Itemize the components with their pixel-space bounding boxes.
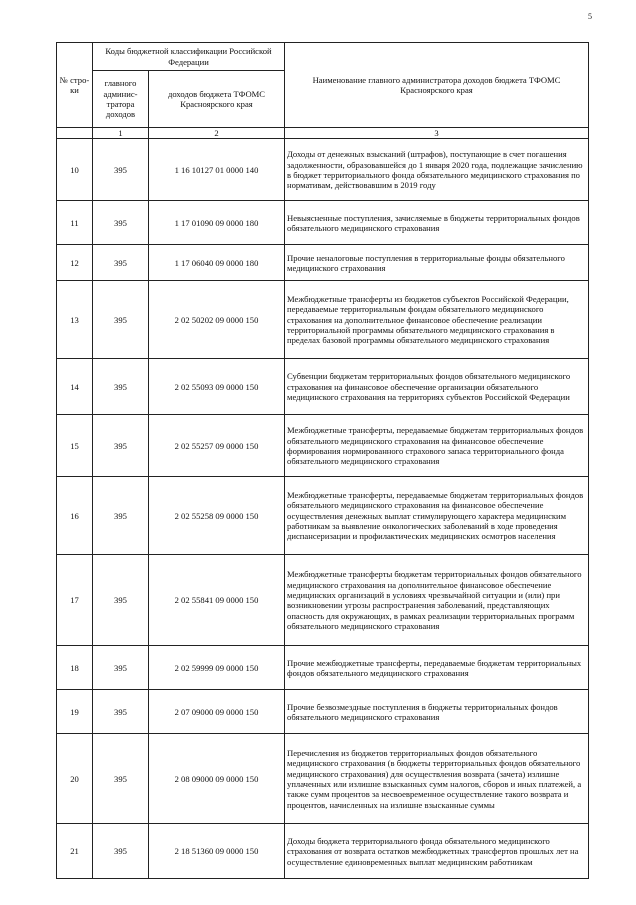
budget-code: 2 02 59999 09 0000 150 (149, 646, 285, 690)
admin-code: 395 (93, 415, 149, 477)
table-row (57, 477, 589, 555)
budget-code: 2 02 55093 09 0000 150 (149, 359, 285, 415)
budget-code: 1 17 06040 09 0000 180 (149, 245, 285, 281)
header-row-number: № стро-ки (57, 43, 93, 128)
table-row (57, 281, 589, 359)
row-description: Межбюджетные трансферты, передаваемые бюджетам территориальных фондов обязательного медицинского страхования на финансовое обеспечение формирования нормированного страхового запаса территориального фонда обязательного медицинского страхования (285, 415, 589, 477)
row-number: 17 (57, 555, 93, 646)
table-row (57, 646, 589, 690)
admin-code: 395 (93, 359, 149, 415)
row-number: 18 (57, 646, 93, 690)
header-tfoms-revenue: доходов бюджета ТФОМС Красноярского края (149, 71, 285, 128)
header-main-admin: главного админис-тратора доходов (93, 71, 149, 128)
header-budget-codes: Коды бюджетной классификации Российской Федерации (93, 43, 285, 71)
budget-code: 1 17 01090 09 0000 180 (149, 201, 285, 245)
table-row (57, 359, 589, 415)
budget-code: 2 02 55257 09 0000 150 (149, 415, 285, 477)
table-row (57, 555, 589, 646)
row-number: 21 (57, 824, 93, 879)
admin-code: 395 (93, 139, 149, 201)
row-number: 13 (57, 281, 93, 359)
table-row (57, 139, 589, 201)
row-number: 19 (57, 690, 93, 734)
row-number: 10 (57, 139, 93, 201)
row-description: Субвенции бюджетам территориальных фондов обязательного медицинского страхования на финансовое обеспечение организации обязательного медицинского страхования на территориях субъектов Российской Федерации (285, 359, 589, 415)
row-number: 14 (57, 359, 93, 415)
table-row (57, 245, 589, 281)
table-row (57, 415, 589, 477)
row-description: Прочие безвозмездные поступления в бюджеты территориальных фондов обязательного медицинского страхования (285, 690, 589, 734)
admin-code: 395 (93, 690, 149, 734)
admin-code: 395 (93, 734, 149, 824)
table-row (57, 690, 589, 734)
row-number: 20 (57, 734, 93, 824)
admin-code: 395 (93, 824, 149, 879)
row-number: 15 (57, 415, 93, 477)
table-body (57, 139, 589, 879)
row-description: Межбюджетные трансферты, передаваемые бюджетам территориальных фондов обязательного медицинского страхования на финансовое обеспечение осуществления денежных выплат стимулирующего характера медицинским работникам за выявление онкологических заболеваний в ходе проведения диспансеризации и профилактических медицинских осмотров населения (285, 477, 589, 555)
row-number: 11 (57, 201, 93, 245)
row-description: Межбюджетные трансферты бюджетам территориальных фондов обязательного медицинского страхования на дополнительное финансовое обеспечение медицинских организаций в условиях чрезвычайной ситуации и (или) при возникновении угрозы распространения заболеваний, представляющих опасность для окружающих, в рамках реализации территориальных программ обязательного медицинского страхования (285, 555, 589, 646)
row-description: Прочие межбюджетные трансферты, передаваемые бюджетам территориальных фондов обязательного медицинского страхования (285, 646, 589, 690)
row-number: 12 (57, 245, 93, 281)
row-description: Доходы от денежных взысканий (штрафов), поступающие в счет погашения задолженности, образовавшейся до 1 января 2020 года, подлежащие зачислению в бюджет территориального фонда обязательного медицинского страхования по нормативам, действовавшим в 2019 году (285, 139, 589, 201)
admin-code: 395 (93, 245, 149, 281)
row-description: Перечисления из бюджетов территориальных фондов обязательного медицинского страхования (в бюджеты территориальных фондов обязательного медицинского страхования) для осуществления возврата (зачета) излишне уплаченных или излишне взысканных сумм налогов, сборов и иных платежей, а также сумм процентов за несвоевременное осуществление такого возврата и процентов, начисленных на излишне взысканные суммы (285, 734, 589, 824)
header-name: Наименование главного администратора доходов бюджета ТФОМС Красноярского края (285, 43, 589, 128)
admin-code: 395 (93, 646, 149, 690)
budget-classification-table (56, 42, 589, 879)
column-number-2: 2 (149, 128, 285, 139)
budget-code: 2 02 50202 09 0000 150 (149, 281, 285, 359)
row-description: Невыясненные поступления, зачисляемые в бюджеты территориальных фондов обязательного медицинского страхования (285, 201, 589, 245)
table-row (57, 824, 589, 879)
admin-code: 395 (93, 281, 149, 359)
column-number-3: 3 (285, 128, 589, 139)
row-description: Межбюджетные трансферты из бюджетов субъектов Российской Федерации, передаваемые территориальным фондам обязательного медицинского страхования на дополнительное финансовое обеспечение реализации территориальной программы обязательного медицинского страхования в пределах базовой программы обязательного медицинского страхования (285, 281, 589, 359)
budget-code: 2 02 55841 09 0000 150 (149, 555, 285, 646)
budget-code: 2 02 55258 09 0000 150 (149, 477, 285, 555)
admin-code: 395 (93, 555, 149, 646)
row-description: Доходы бюджета территориального фонда обязательного медицинского страхования от возврата остатков межбюджетных трансфертов прошлых лет на осуществление единовременных выплат медицинским работникам (285, 824, 589, 879)
budget-code: 2 18 51360 09 0000 150 (149, 824, 285, 879)
row-number: 16 (57, 477, 93, 555)
page-number: 5 (588, 12, 592, 21)
column-number-1: 1 (93, 128, 149, 139)
budget-code: 2 08 09000 09 0000 150 (149, 734, 285, 824)
admin-code: 395 (93, 477, 149, 555)
admin-code: 395 (93, 201, 149, 245)
table-row (57, 734, 589, 824)
column-number-blank (57, 128, 93, 139)
table-row (57, 201, 589, 245)
budget-code: 2 07 09000 09 0000 150 (149, 690, 285, 734)
row-description: Прочие неналоговые поступления в территориальные фонды обязательного медицинского страхования (285, 245, 589, 281)
budget-code: 1 16 10127 01 0000 140 (149, 139, 285, 201)
